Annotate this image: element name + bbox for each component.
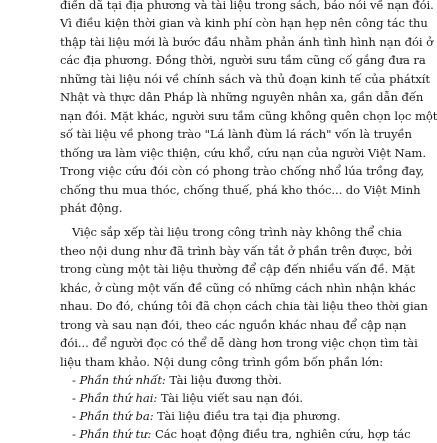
paragraph-1-line: những tài liệu nói về chính sách và thủ đoạn kinh tế của phátxít: [60, 72, 430, 86]
paragraph-1-line: chống thu mua thóc, chống thuế, phá kho thóc... do Việt Minh: [60, 183, 421, 197]
part-text: Các hoạt động điều tra, nghiên cứu, hợp tác: [154, 427, 411, 441]
part-list-item: [72, 390, 303, 407]
paragraph-2-line: khác, ở cùng một vấn đề cũng có những cách nhìn nhận khác: [60, 281, 416, 295]
part-label: - Phần thứ nhất:: [72, 373, 166, 387]
part-list-item: [72, 408, 340, 425]
paragraph-1-line: Nhật và thực dân Pháp là những nguyên nhân xa, gần dẫn đến: [60, 90, 424, 104]
paragraph-1-line: phát động.: [60, 201, 123, 215]
part-label: - Phần thứ tư:: [72, 427, 152, 441]
paragraph-1-line: các địa phương. Đồng thời, người sưu tầm cũng cố gắng đưa ra: [60, 53, 426, 67]
paragraph-2-line: Việc sắp xếp tài liệu trong công trình này không thể chia: [72, 225, 403, 239]
part-list-item: [72, 372, 282, 389]
part-label: - Phần thứ hai:: [72, 391, 158, 405]
paragraph-1-line: điền dã tại địa phương và tài liệu trong sách, báo nói về nạn đói.: [60, 0, 434, 12]
paragraph-1-line: Vì điều kiện thời gian và kinh phí còn hạn hẹp nên công tác thu: [60, 16, 428, 30]
paragraph-1-line: số tài liệu về phong trào "Lá lành đùm lá rách" vốn là truyền: [60, 127, 412, 141]
part-list-item: [72, 426, 411, 443]
part-text: Tài liệu viết sau nạn đói.: [160, 391, 303, 405]
paragraph-2-line: đói... để người đọc có thể dễ dàng hơn trong việc chọn tìm tài: [60, 336, 418, 350]
paragraph-1-line: Trong việc cứu đói còn có phong trào chống nhổ lúa trồng đay,: [60, 164, 425, 178]
part-label: - Phần thứ ba:: [72, 409, 154, 423]
paragraph-1-line: nạn đói. Mặt khác, người sưu tầm cũng không quên chọn lọc một: [60, 109, 437, 123]
paragraph-2-line: trong cùng một tài liệu thường để cập đến nhiều vấn đề. Mặt: [60, 262, 415, 276]
part-text: Tài liệu đương thời.: [169, 373, 282, 387]
part-text: Tài liệu điều tra tại địa phương.: [157, 409, 341, 423]
paragraph-1-line: thống ưa làm việc thiện, cứu khổ, cứu nạn của người Việt Nam.: [60, 146, 426, 160]
paragraph-2-line: trong và sau nạn đói, theo các nguồn khác nhau để cập nạn: [60, 318, 407, 332]
paragraph-2-line: theo nội dung như đã trình bày vấn tắt ở phần trên được, bởi: [60, 244, 412, 258]
paragraph-2-line: liệu tham khảo. Nội dung công trình gồm bốn phần lớn:: [60, 355, 384, 369]
paragraph-2-line: nhau. Do đó, chúng tôi đã chọn cách chia tài liệu theo thời gian: [60, 299, 428, 313]
paragraph-1-line: thập tài liệu mới là bước đầu nhằm phản ánh tình hình nạn đói ở: [60, 35, 433, 49]
